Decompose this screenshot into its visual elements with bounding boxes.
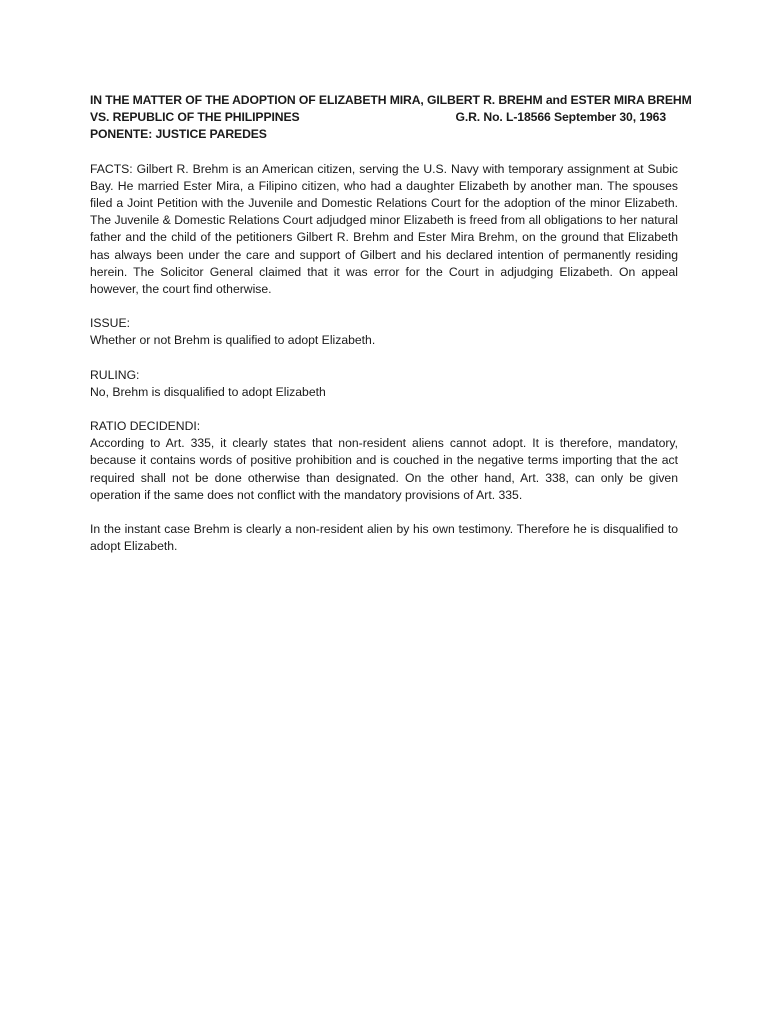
spacer [90,350,678,367]
case-ponente: PONENTE: JUSTICE PAREDES [90,127,267,142]
ratio-paragraph: According to Art. 335, it clearly states that non-resident aliens cannot adopt. It is therefore, mandatory, because it contains words of positive prohibition and is couched in the negative terms importing that the act required shall not be done otherwise than designated. On the other hand, Art. 338, can only be given operation if the same does not conflict with the mandatory provisions of Art. 335. [90,436,678,502]
issue-text: Whether or not Brehm is qualified to adopt Elizabeth. [90,333,376,348]
ruling-text: No, Brehm is disqualified to adopt Elizabeth [90,384,326,399]
facts-paragraph: FACTS: Gilbert R. Brehm is an American citizen, serving the U.S. Navy with temporary assignment at Subic Bay. He married Ester Mira, a Filipino citizen, who had a daughter Elizabeth by another man. The spouses filed a Joint Petition with the Juvenile and Domestic Relations Court for the adoption of the minor Elizabeth. The Juvenile & Domestic Relations Court adjudged minor Elizabeth is freed from all obligations to her natural father and the child of the petitioners Gilbert R. Brehm and Ester Mira Brehm, on the ground that Elizabeth has always been under the care and support of Gilbert and his declared intention of permanently residing herein. The Solicitor General claimed that it was error for the Court in adjudging Elizabeth. On appeal however, the court find otherwise. [90,161,678,297]
ratio-label: RATIO DECIDENDI: [90,419,201,434]
case-number: G.R. No. L-18566 September 30, 1963 [455,110,666,125]
issue-label: ISSUE: [90,316,130,331]
spacer [90,401,678,418]
ruling-label: RULING: [90,367,140,382]
case-header [90,92,692,144]
case-versus-row [90,109,678,126]
ratio-section [90,418,678,504]
spacer [90,504,678,521]
document-page [90,92,692,555]
ruling-section [90,367,678,401]
spacer [90,298,678,315]
case-versus: VS. REPUBLIC OF THE PHILIPPINES [90,110,300,125]
conclusion-paragraph: In the instant case Brehm is clearly a non-resident alien by his own testimony. Therefore he is disqualified to adopt Elizabeth. [90,522,678,554]
issue-section [90,315,678,349]
case-title: IN THE MATTER OF THE ADOPTION OF ELIZABETH MIRA, GILBERT R. BREHM and ESTER MIRA BREHM [90,93,692,107]
spacer [90,144,678,161]
